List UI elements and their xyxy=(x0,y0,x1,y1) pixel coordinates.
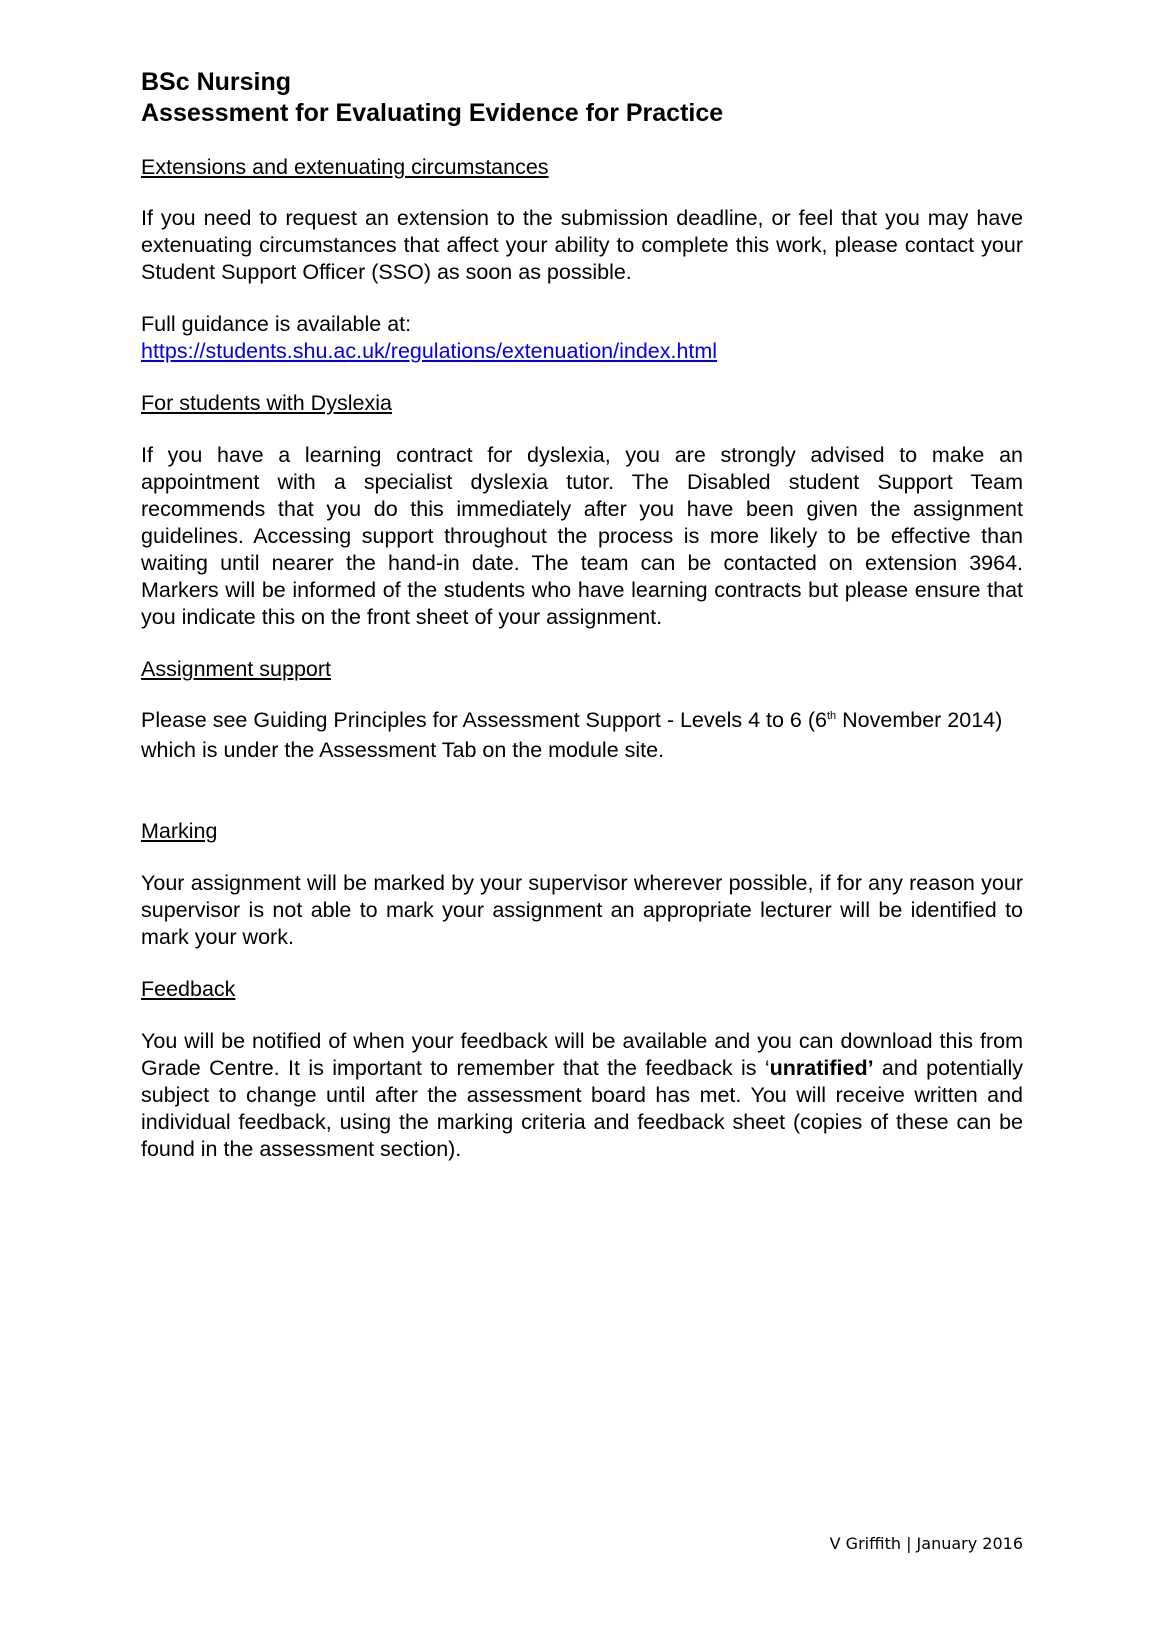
guidance-label: Full guidance is available at: xyxy=(141,312,412,336)
marking-body: Your assignment will be marked by your supervisor wherever possible, if for any reason your supervisor is not able to mark your assignment an appropriate lecturer will be identified to mark your work. xyxy=(141,871,1023,949)
assignment-support-text-2: November 2014) which is under the Assessment Tab on the module site. xyxy=(141,708,1003,762)
feedback-text-1: You will be notified of when your feedback will be available and you can download this from Grade Centre. It is important to remember that the feedback is ‘ xyxy=(141,1029,1023,1080)
assignment-support-text-1: Please see Guiding Principles for Assessment Support - Levels 4 to 6 (6 xyxy=(141,708,827,732)
feedback-text-2: and potentially subject to change until after the assessment board has met. You will receive written and individual feedback, using the marking criteria and feedback sheet (copies of these can be found in the assessment section). xyxy=(141,1056,1023,1161)
guidance-link-line xyxy=(141,338,1023,365)
extenuation-guidance-link[interactable]: https://students.shu.ac.uk/regulations/extenuation/index.html xyxy=(141,339,718,363)
ordinal-suffix: th xyxy=(826,709,837,722)
title-line-2: Assessment for Evaluating Evidence for Practice xyxy=(141,99,724,127)
feedback-heading: Feedback xyxy=(141,977,236,1001)
page-footer: V Griffith | January 2016 xyxy=(829,1534,1023,1553)
document-title xyxy=(141,67,1023,129)
feedback-body xyxy=(141,1028,1023,1163)
dyslexia-body: If you have a learning contract for dyslexia, you are strongly advised to make an appointment with a specialist dyslexia tutor. The Disabled student Support Team recommends that you do this immediately after you have been given the assignment guidelines. Accessing support throughout the process is more likely to be effective than waiting until nearer the hand-in date. The team can be contacted on extension 3964. Markers will be informed of the students who have learning contracts but please ensure that you indicate this on the front sheet of your assignment. xyxy=(141,443,1023,629)
title-line-1: BSc Nursing xyxy=(141,68,292,96)
document-page xyxy=(141,67,1023,1163)
extensions-body: If you need to request an extension to the submission deadline, or feel that you may have extenuating circumstances that affect your ability to complete this work, please contact your Student Support Officer (SSO) as soon as possible. xyxy=(141,206,1023,284)
dyslexia-heading: For students with Dyslexia xyxy=(141,391,392,415)
assignment-support-body xyxy=(141,705,1023,765)
assignment-support-heading: Assignment support xyxy=(141,657,332,681)
marking-heading: Marking xyxy=(141,819,218,843)
feedback-unratified: unratified’ xyxy=(769,1056,874,1080)
extensions-heading: Extensions and extenuating circumstances xyxy=(141,155,549,179)
